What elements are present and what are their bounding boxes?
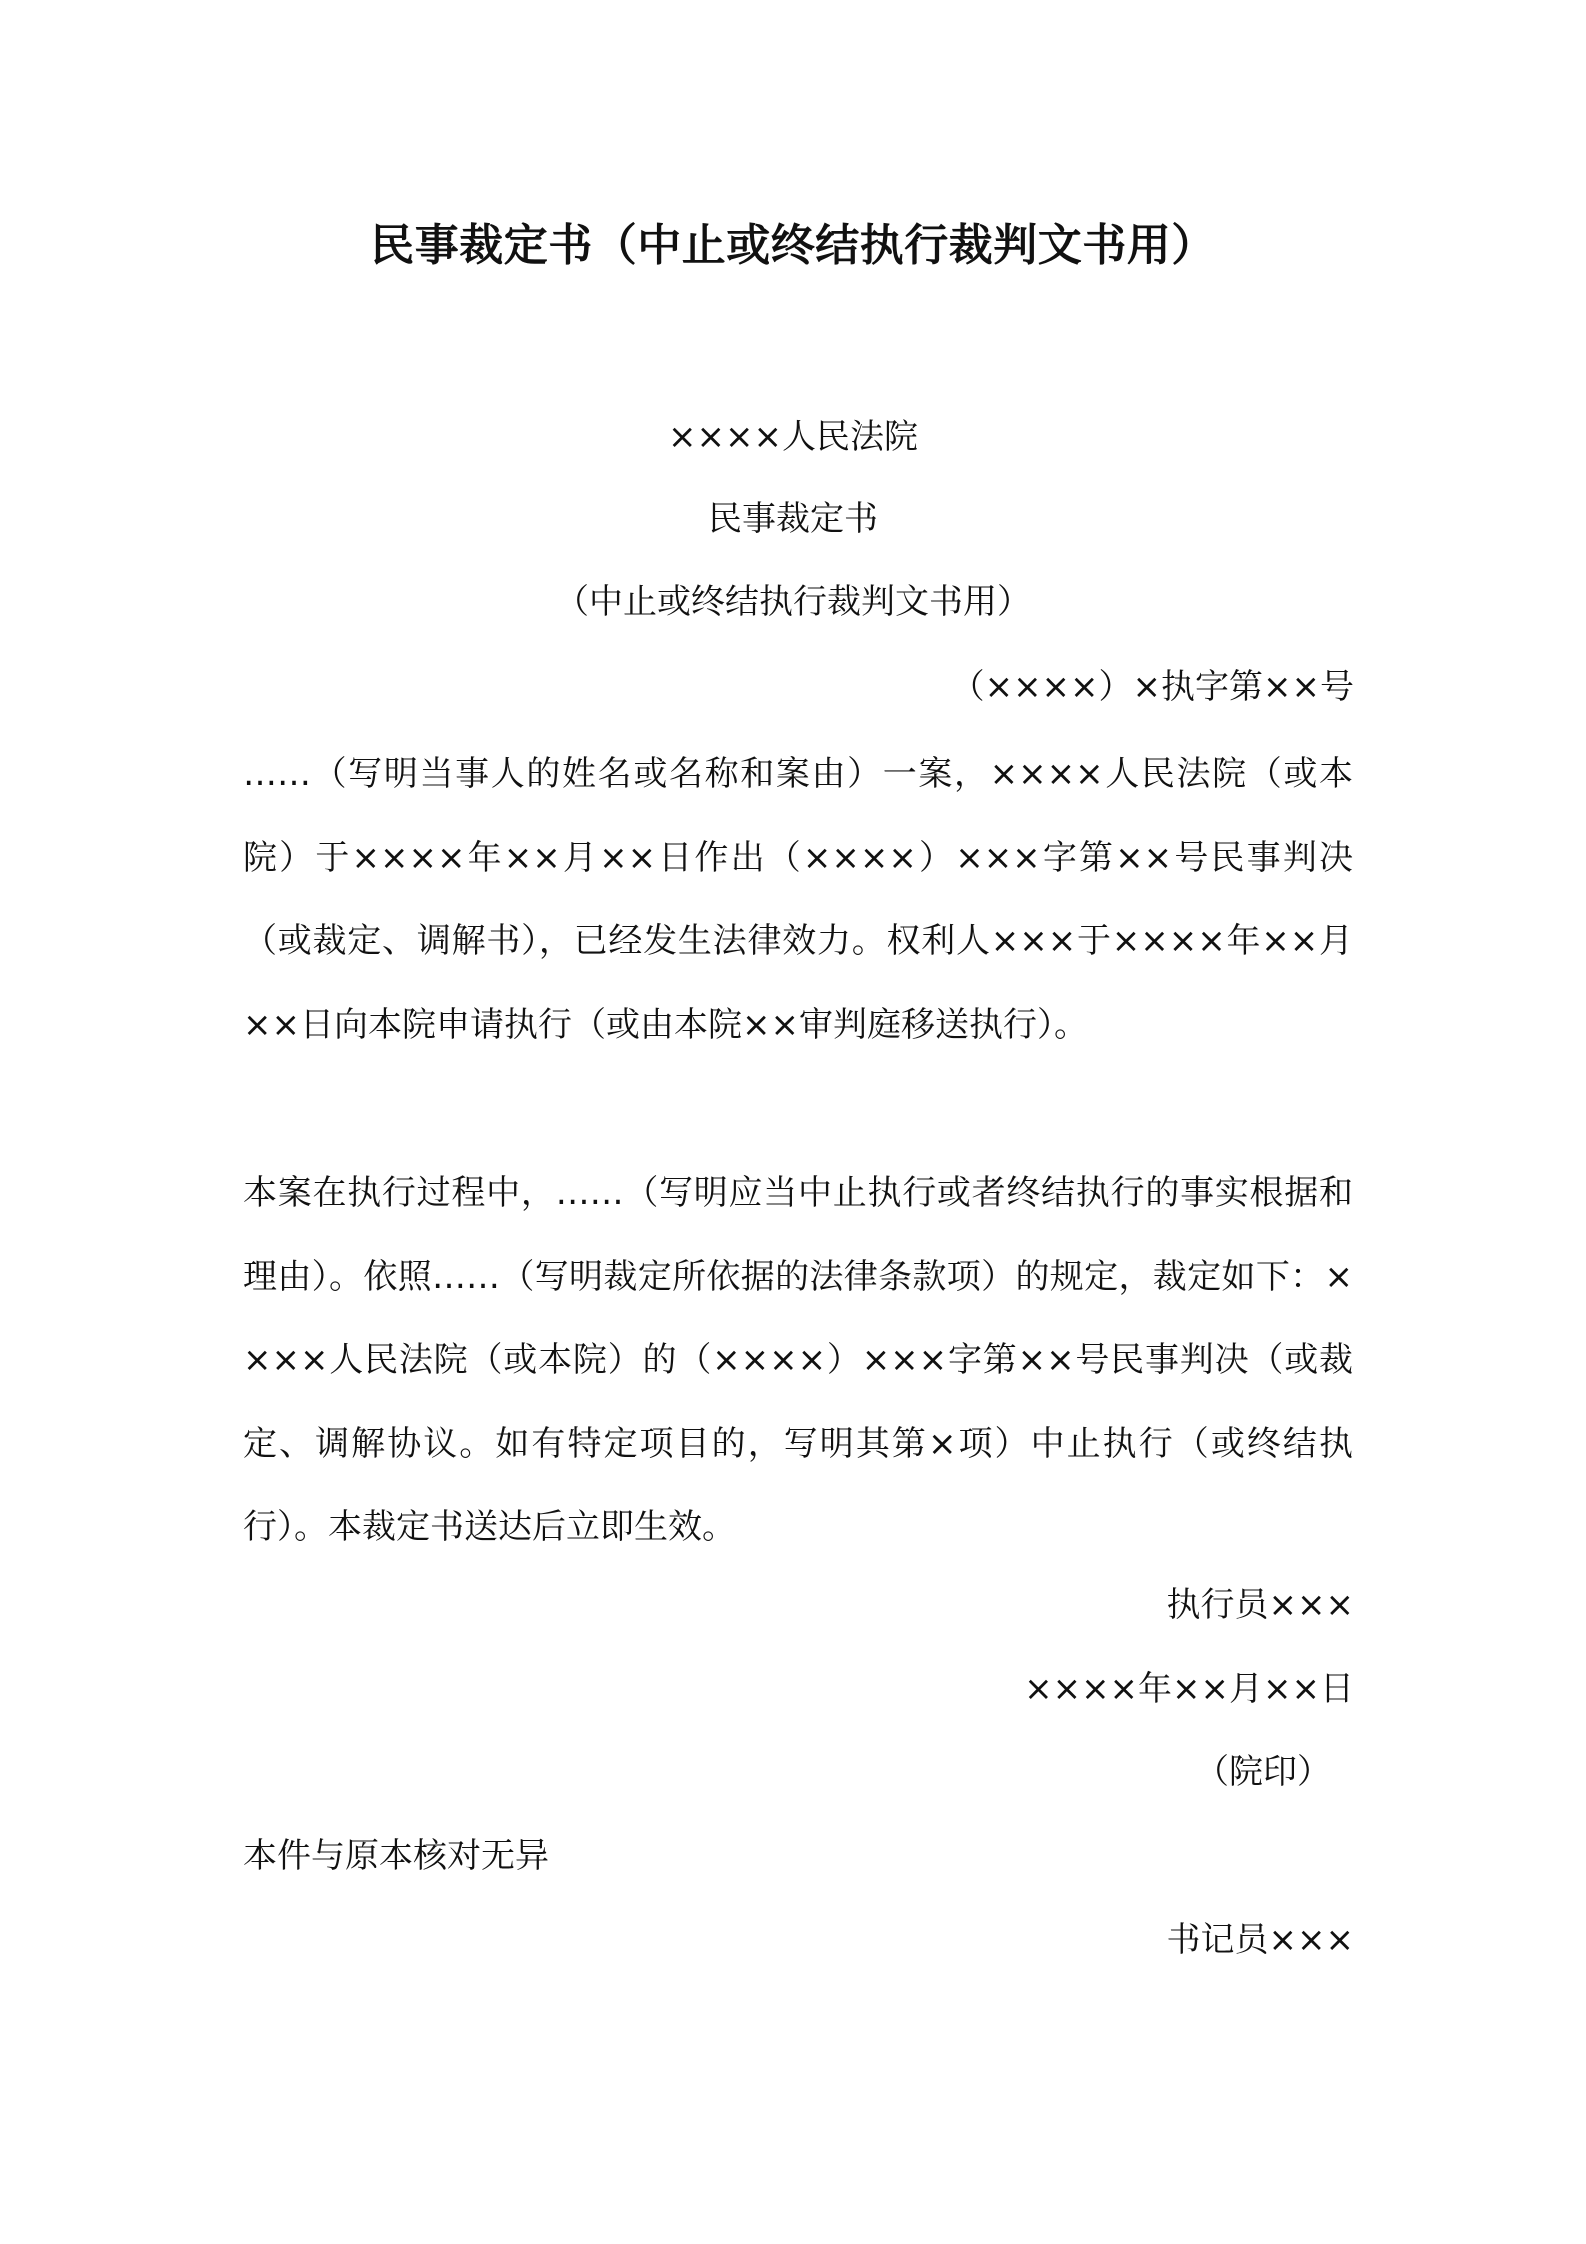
body-paragraph-ruling: 本案在执行过程中，……（写明应当中止执行或者终结执行的事实根据和理由）。依照……（写明裁定所依据的法律条款项）的规定，裁定如下：××××人民法院（或本院）的（××××）×××字第××号民事判决（或裁定、调解协议。如有特定项目的，写明其第×项）中止执行（或终结执行）。本裁定书送达后立即生效。 (243, 1173, 1353, 1547)
document-type: 民事裁定书 (708, 499, 878, 539)
clerk-signature: 书记员××× (1166, 1920, 1354, 1960)
document-subtitle: （中止或终结执行裁判文书用） (555, 582, 1031, 622)
verification-note: 本件与原本核对无异 (243, 1836, 549, 1876)
executor-signature: 执行员××× (1166, 1585, 1354, 1625)
body-paragraph-case-background: ……（写明当事人的姓名或名称和案由）一案，××××人民法院（或本院）于××××年××月××日作出（××××）×××字第××号民事判决（或裁定、调解书），已经发生法律效力。权利人×××于××××年××月××日向本院申请执行（或由本院××审判庭移送执行）。 (243, 754, 1353, 1045)
ruling-date: ××××年××月××日 (1024, 1669, 1354, 1709)
court-seal-note: （院印） (1195, 1752, 1331, 1792)
court-name: ××××人民法院 (668, 417, 918, 457)
case-number: （××××）×执字第××号 (950, 667, 1354, 707)
document-title: 民事裁定书（中止或终结执行裁判文书用） (370, 220, 1216, 271)
